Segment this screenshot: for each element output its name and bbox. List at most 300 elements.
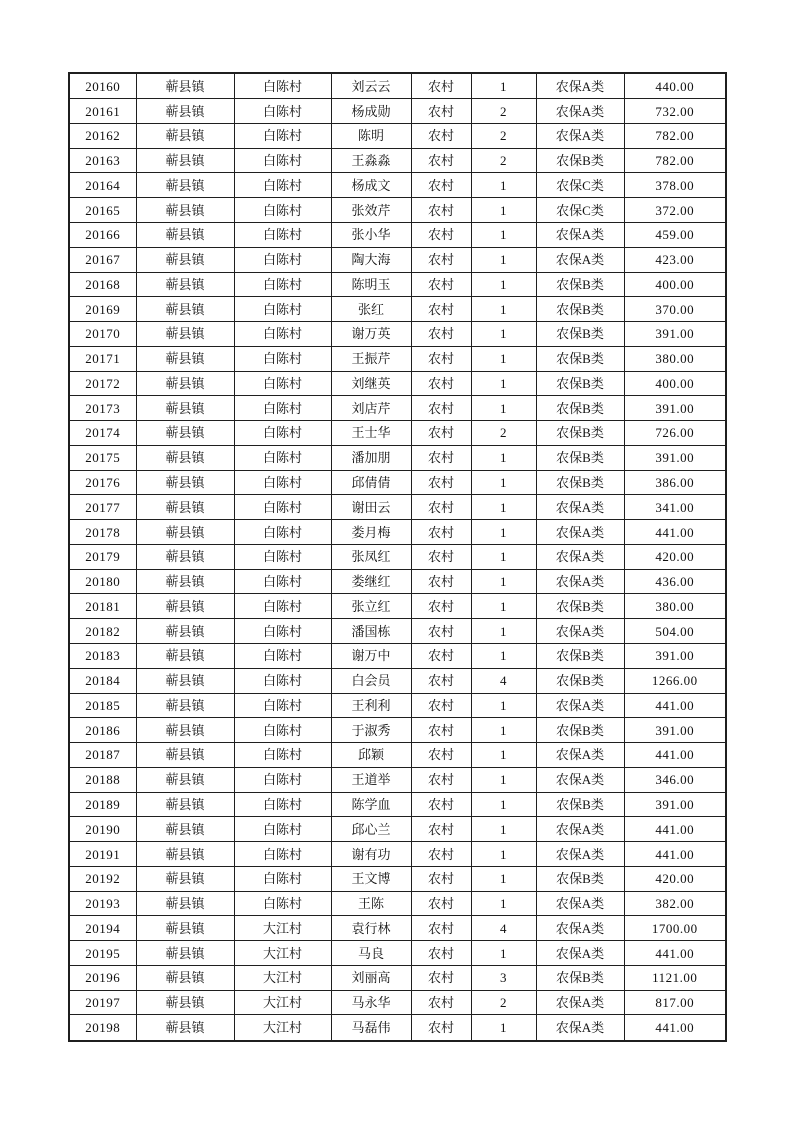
cell-name: 邱颖 [331, 743, 411, 768]
cell-town: 蕲县镇 [136, 173, 234, 198]
table-row [69, 173, 726, 198]
cell-town: 蕲县镇 [136, 99, 234, 124]
cell-id: 20195 [69, 941, 136, 966]
cell-category: 农保B类 [536, 668, 624, 693]
cell-id: 20187 [69, 743, 136, 768]
cell-village: 白陈村 [234, 569, 331, 594]
table-row [69, 495, 726, 520]
table-row [69, 272, 726, 297]
cell-id: 20197 [69, 990, 136, 1015]
cell-amount: 380.00 [624, 594, 726, 619]
cell-type: 农村 [411, 941, 471, 966]
cell-town: 蕲县镇 [136, 371, 234, 396]
cell-town: 蕲县镇 [136, 346, 234, 371]
cell-count: 1 [471, 198, 536, 223]
cell-category: 农保A类 [536, 123, 624, 148]
cell-village: 大江村 [234, 1015, 331, 1041]
cell-id: 20191 [69, 842, 136, 867]
cell-id: 20184 [69, 668, 136, 693]
cell-amount: 441.00 [624, 842, 726, 867]
cell-category: 农保A类 [536, 520, 624, 545]
cell-count: 1 [471, 470, 536, 495]
cell-count: 4 [471, 916, 536, 941]
cell-name: 邱心兰 [331, 817, 411, 842]
cell-category: 农保A类 [536, 73, 624, 99]
cell-category: 农保A类 [536, 495, 624, 520]
cell-amount: 441.00 [624, 520, 726, 545]
table-row [69, 322, 726, 347]
cell-type: 农村 [411, 173, 471, 198]
cell-amount: 400.00 [624, 371, 726, 396]
cell-name: 谢有功 [331, 842, 411, 867]
cell-id: 20179 [69, 544, 136, 569]
cell-category: 农保B类 [536, 965, 624, 990]
cell-village: 白陈村 [234, 148, 331, 173]
cell-count: 1 [471, 792, 536, 817]
cell-type: 农村 [411, 322, 471, 347]
table-row [69, 668, 726, 693]
cell-amount: 459.00 [624, 222, 726, 247]
cell-count: 1 [471, 272, 536, 297]
cell-town: 蕲县镇 [136, 520, 234, 545]
cell-name: 杨成勋 [331, 99, 411, 124]
table-row [69, 792, 726, 817]
table-row [69, 693, 726, 718]
cell-id: 20198 [69, 1015, 136, 1041]
cell-village: 大江村 [234, 916, 331, 941]
cell-count: 1 [471, 73, 536, 99]
cell-count: 3 [471, 965, 536, 990]
cell-count: 1 [471, 767, 536, 792]
cell-type: 农村 [411, 148, 471, 173]
cell-id: 20165 [69, 198, 136, 223]
cell-id: 20160 [69, 73, 136, 99]
cell-name: 刘丽高 [331, 965, 411, 990]
table-row [69, 569, 726, 594]
cell-id: 20190 [69, 817, 136, 842]
cell-amount: 817.00 [624, 990, 726, 1015]
cell-amount: 420.00 [624, 866, 726, 891]
cell-category: 农保A类 [536, 941, 624, 966]
cell-category: 农保A类 [536, 891, 624, 916]
benefits-table [68, 72, 727, 1042]
cell-type: 农村 [411, 965, 471, 990]
cell-town: 蕲县镇 [136, 297, 234, 322]
cell-village: 白陈村 [234, 767, 331, 792]
cell-village: 白陈村 [234, 842, 331, 867]
cell-type: 农村 [411, 445, 471, 470]
cell-count: 1 [471, 693, 536, 718]
cell-type: 农村 [411, 990, 471, 1015]
cell-count: 1 [471, 222, 536, 247]
table-row [69, 123, 726, 148]
cell-town: 蕲县镇 [136, 842, 234, 867]
cell-id: 20188 [69, 767, 136, 792]
cell-type: 农村 [411, 247, 471, 272]
cell-type: 农村 [411, 198, 471, 223]
table-row [69, 891, 726, 916]
cell-village: 白陈村 [234, 99, 331, 124]
cell-village: 大江村 [234, 941, 331, 966]
cell-count: 1 [471, 718, 536, 743]
cell-type: 农村 [411, 421, 471, 446]
cell-amount: 782.00 [624, 123, 726, 148]
cell-amount: 391.00 [624, 445, 726, 470]
cell-id: 20185 [69, 693, 136, 718]
cell-town: 蕲县镇 [136, 73, 234, 99]
cell-village: 白陈村 [234, 817, 331, 842]
cell-town: 蕲县镇 [136, 941, 234, 966]
table-row [69, 842, 726, 867]
cell-village: 白陈村 [234, 520, 331, 545]
cell-category: 农保A类 [536, 817, 624, 842]
cell-village: 白陈村 [234, 891, 331, 916]
cell-amount: 436.00 [624, 569, 726, 594]
cell-town: 蕲县镇 [136, 866, 234, 891]
table-row [69, 297, 726, 322]
cell-id: 20180 [69, 569, 136, 594]
table-row [69, 866, 726, 891]
table-row [69, 198, 726, 223]
cell-name: 杨成文 [331, 173, 411, 198]
cell-category: 农保B类 [536, 421, 624, 446]
cell-town: 蕲县镇 [136, 644, 234, 669]
cell-village: 白陈村 [234, 247, 331, 272]
table-row [69, 520, 726, 545]
cell-category: 农保B类 [536, 148, 624, 173]
table-row [69, 396, 726, 421]
cell-count: 1 [471, 1015, 536, 1041]
cell-name: 张小华 [331, 222, 411, 247]
cell-name: 陈明 [331, 123, 411, 148]
cell-id: 20186 [69, 718, 136, 743]
cell-name: 陈明玉 [331, 272, 411, 297]
cell-amount: 346.00 [624, 767, 726, 792]
cell-amount: 504.00 [624, 619, 726, 644]
cell-village: 白陈村 [234, 718, 331, 743]
cell-type: 农村 [411, 767, 471, 792]
cell-amount: 732.00 [624, 99, 726, 124]
cell-name: 王道举 [331, 767, 411, 792]
cell-name: 王振芹 [331, 346, 411, 371]
cell-count: 2 [471, 421, 536, 446]
cell-category: 农保A类 [536, 842, 624, 867]
table-row [69, 941, 726, 966]
table-row [69, 965, 726, 990]
cell-amount: 1266.00 [624, 668, 726, 693]
cell-amount: 441.00 [624, 1015, 726, 1041]
cell-amount: 441.00 [624, 693, 726, 718]
cell-type: 农村 [411, 644, 471, 669]
cell-town: 蕲县镇 [136, 322, 234, 347]
cell-name: 刘店芹 [331, 396, 411, 421]
cell-type: 农村 [411, 916, 471, 941]
cell-id: 20182 [69, 619, 136, 644]
cell-town: 蕲县镇 [136, 421, 234, 446]
cell-type: 农村 [411, 520, 471, 545]
cell-amount: 420.00 [624, 544, 726, 569]
cell-amount: 391.00 [624, 322, 726, 347]
cell-village: 白陈村 [234, 495, 331, 520]
cell-category: 农保A类 [536, 1015, 624, 1041]
cell-town: 蕲县镇 [136, 1015, 234, 1041]
table-row [69, 470, 726, 495]
cell-village: 白陈村 [234, 470, 331, 495]
table-row [69, 619, 726, 644]
cell-village: 白陈村 [234, 743, 331, 768]
cell-name: 邱倩倩 [331, 470, 411, 495]
cell-type: 农村 [411, 594, 471, 619]
cell-name: 于淑秀 [331, 718, 411, 743]
cell-town: 蕲县镇 [136, 965, 234, 990]
cell-category: 农保B类 [536, 866, 624, 891]
cell-category: 农保A类 [536, 569, 624, 594]
cell-name: 王文博 [331, 866, 411, 891]
table-row [69, 445, 726, 470]
cell-amount: 441.00 [624, 743, 726, 768]
table-row [69, 544, 726, 569]
cell-amount: 370.00 [624, 297, 726, 322]
cell-name: 马磊伟 [331, 1015, 411, 1041]
cell-village: 白陈村 [234, 544, 331, 569]
cell-category: 农保B类 [536, 322, 624, 347]
cell-amount: 726.00 [624, 421, 726, 446]
cell-village: 白陈村 [234, 123, 331, 148]
cell-amount: 440.00 [624, 73, 726, 99]
cell-village: 白陈村 [234, 644, 331, 669]
cell-town: 蕲县镇 [136, 916, 234, 941]
cell-count: 2 [471, 990, 536, 1015]
cell-name: 谢万中 [331, 644, 411, 669]
cell-count: 1 [471, 842, 536, 867]
cell-category: 农保A类 [536, 222, 624, 247]
cell-amount: 372.00 [624, 198, 726, 223]
cell-name: 马良 [331, 941, 411, 966]
cell-count: 1 [471, 743, 536, 768]
cell-amount: 423.00 [624, 247, 726, 272]
cell-amount: 391.00 [624, 396, 726, 421]
cell-town: 蕲县镇 [136, 792, 234, 817]
cell-village: 白陈村 [234, 792, 331, 817]
cell-town: 蕲县镇 [136, 396, 234, 421]
cell-count: 1 [471, 396, 536, 421]
cell-amount: 1121.00 [624, 965, 726, 990]
cell-id: 20181 [69, 594, 136, 619]
cell-count: 1 [471, 297, 536, 322]
cell-type: 农村 [411, 866, 471, 891]
cell-count: 1 [471, 247, 536, 272]
cell-type: 农村 [411, 396, 471, 421]
cell-amount: 386.00 [624, 470, 726, 495]
cell-count: 4 [471, 668, 536, 693]
cell-village: 白陈村 [234, 322, 331, 347]
cell-count: 1 [471, 644, 536, 669]
cell-type: 农村 [411, 743, 471, 768]
cell-category: 农保B类 [536, 644, 624, 669]
cell-town: 蕲县镇 [136, 668, 234, 693]
cell-town: 蕲县镇 [136, 743, 234, 768]
cell-id: 20183 [69, 644, 136, 669]
cell-village: 白陈村 [234, 445, 331, 470]
cell-category: 农保B类 [536, 445, 624, 470]
cell-amount: 341.00 [624, 495, 726, 520]
cell-type: 农村 [411, 718, 471, 743]
cell-type: 农村 [411, 346, 471, 371]
cell-name: 娄继红 [331, 569, 411, 594]
cell-id: 20162 [69, 123, 136, 148]
cell-town: 蕲县镇 [136, 891, 234, 916]
cell-id: 20161 [69, 99, 136, 124]
table-row [69, 222, 726, 247]
cell-type: 农村 [411, 668, 471, 693]
cell-village: 白陈村 [234, 668, 331, 693]
cell-id: 20167 [69, 247, 136, 272]
table-row [69, 99, 726, 124]
cell-category: 农保B类 [536, 272, 624, 297]
cell-category: 农保A类 [536, 544, 624, 569]
cell-type: 农村 [411, 1015, 471, 1041]
cell-village: 白陈村 [234, 297, 331, 322]
cell-town: 蕲县镇 [136, 272, 234, 297]
cell-category: 农保A类 [536, 916, 624, 941]
cell-village: 白陈村 [234, 396, 331, 421]
cell-count: 1 [471, 594, 536, 619]
cell-count: 1 [471, 866, 536, 891]
cell-village: 白陈村 [234, 693, 331, 718]
cell-category: 农保C类 [536, 198, 624, 223]
cell-amount: 1700.00 [624, 916, 726, 941]
table-row [69, 990, 726, 1015]
cell-name: 娄月梅 [331, 520, 411, 545]
cell-type: 农村 [411, 817, 471, 842]
cell-category: 农保B类 [536, 346, 624, 371]
cell-town: 蕲县镇 [136, 495, 234, 520]
cell-count: 2 [471, 148, 536, 173]
cell-town: 蕲县镇 [136, 470, 234, 495]
cell-id: 20189 [69, 792, 136, 817]
cell-amount: 391.00 [624, 718, 726, 743]
cell-village: 白陈村 [234, 73, 331, 99]
cell-id: 20173 [69, 396, 136, 421]
cell-id: 20172 [69, 371, 136, 396]
cell-category: 农保B类 [536, 792, 624, 817]
cell-name: 刘云云 [331, 73, 411, 99]
cell-category: 农保A类 [536, 767, 624, 792]
cell-count: 1 [471, 891, 536, 916]
cell-town: 蕲县镇 [136, 990, 234, 1015]
table-row [69, 594, 726, 619]
cell-type: 农村 [411, 73, 471, 99]
cell-count: 1 [471, 941, 536, 966]
cell-type: 农村 [411, 792, 471, 817]
cell-category: 农保A类 [536, 990, 624, 1015]
cell-amount: 382.00 [624, 891, 726, 916]
cell-name: 张立红 [331, 594, 411, 619]
cell-id: 20169 [69, 297, 136, 322]
cell-name: 马永华 [331, 990, 411, 1015]
cell-town: 蕲县镇 [136, 222, 234, 247]
cell-category: 农保C类 [536, 173, 624, 198]
table-row [69, 148, 726, 173]
cell-category: 农保B类 [536, 718, 624, 743]
cell-town: 蕲县镇 [136, 148, 234, 173]
cell-town: 蕲县镇 [136, 619, 234, 644]
cell-name: 陈学血 [331, 792, 411, 817]
cell-type: 农村 [411, 272, 471, 297]
cell-id: 20196 [69, 965, 136, 990]
cell-name: 白会员 [331, 668, 411, 693]
cell-count: 1 [471, 371, 536, 396]
cell-village: 白陈村 [234, 272, 331, 297]
cell-id: 20176 [69, 470, 136, 495]
cell-town: 蕲县镇 [136, 594, 234, 619]
cell-id: 20192 [69, 866, 136, 891]
cell-category: 农保B类 [536, 470, 624, 495]
cell-id: 20164 [69, 173, 136, 198]
cell-village: 白陈村 [234, 371, 331, 396]
cell-village: 大江村 [234, 990, 331, 1015]
cell-town: 蕲县镇 [136, 718, 234, 743]
cell-id: 20171 [69, 346, 136, 371]
cell-village: 白陈村 [234, 198, 331, 223]
cell-name: 潘加朋 [331, 445, 411, 470]
cell-id: 20166 [69, 222, 136, 247]
cell-category: 农保B类 [536, 396, 624, 421]
cell-amount: 378.00 [624, 173, 726, 198]
cell-count: 1 [471, 173, 536, 198]
cell-village: 白陈村 [234, 866, 331, 891]
cell-amount: 441.00 [624, 817, 726, 842]
cell-name: 潘国栋 [331, 619, 411, 644]
cell-type: 农村 [411, 297, 471, 322]
cell-id: 20177 [69, 495, 136, 520]
cell-town: 蕲县镇 [136, 445, 234, 470]
cell-town: 蕲县镇 [136, 767, 234, 792]
cell-village: 白陈村 [234, 346, 331, 371]
table-row [69, 644, 726, 669]
cell-type: 农村 [411, 544, 471, 569]
cell-village: 白陈村 [234, 619, 331, 644]
cell-id: 20163 [69, 148, 136, 173]
cell-count: 1 [471, 619, 536, 644]
cell-id: 20178 [69, 520, 136, 545]
table-row [69, 817, 726, 842]
cell-town: 蕲县镇 [136, 544, 234, 569]
cell-type: 农村 [411, 569, 471, 594]
cell-type: 农村 [411, 99, 471, 124]
cell-category: 农保B类 [536, 371, 624, 396]
cell-name: 谢田云 [331, 495, 411, 520]
cell-town: 蕲县镇 [136, 123, 234, 148]
table-row [69, 1015, 726, 1041]
cell-type: 农村 [411, 222, 471, 247]
cell-amount: 391.00 [624, 644, 726, 669]
cell-count: 1 [471, 520, 536, 545]
cell-name: 陶大海 [331, 247, 411, 272]
cell-name: 袁行林 [331, 916, 411, 941]
cell-village: 白陈村 [234, 173, 331, 198]
cell-town: 蕲县镇 [136, 569, 234, 594]
cell-name: 王士华 [331, 421, 411, 446]
cell-count: 2 [471, 99, 536, 124]
cell-type: 农村 [411, 371, 471, 396]
table-row [69, 371, 726, 396]
cell-type: 农村 [411, 619, 471, 644]
cell-type: 农村 [411, 891, 471, 916]
cell-village: 白陈村 [234, 421, 331, 446]
cell-village: 大江村 [234, 965, 331, 990]
cell-village: 白陈村 [234, 594, 331, 619]
